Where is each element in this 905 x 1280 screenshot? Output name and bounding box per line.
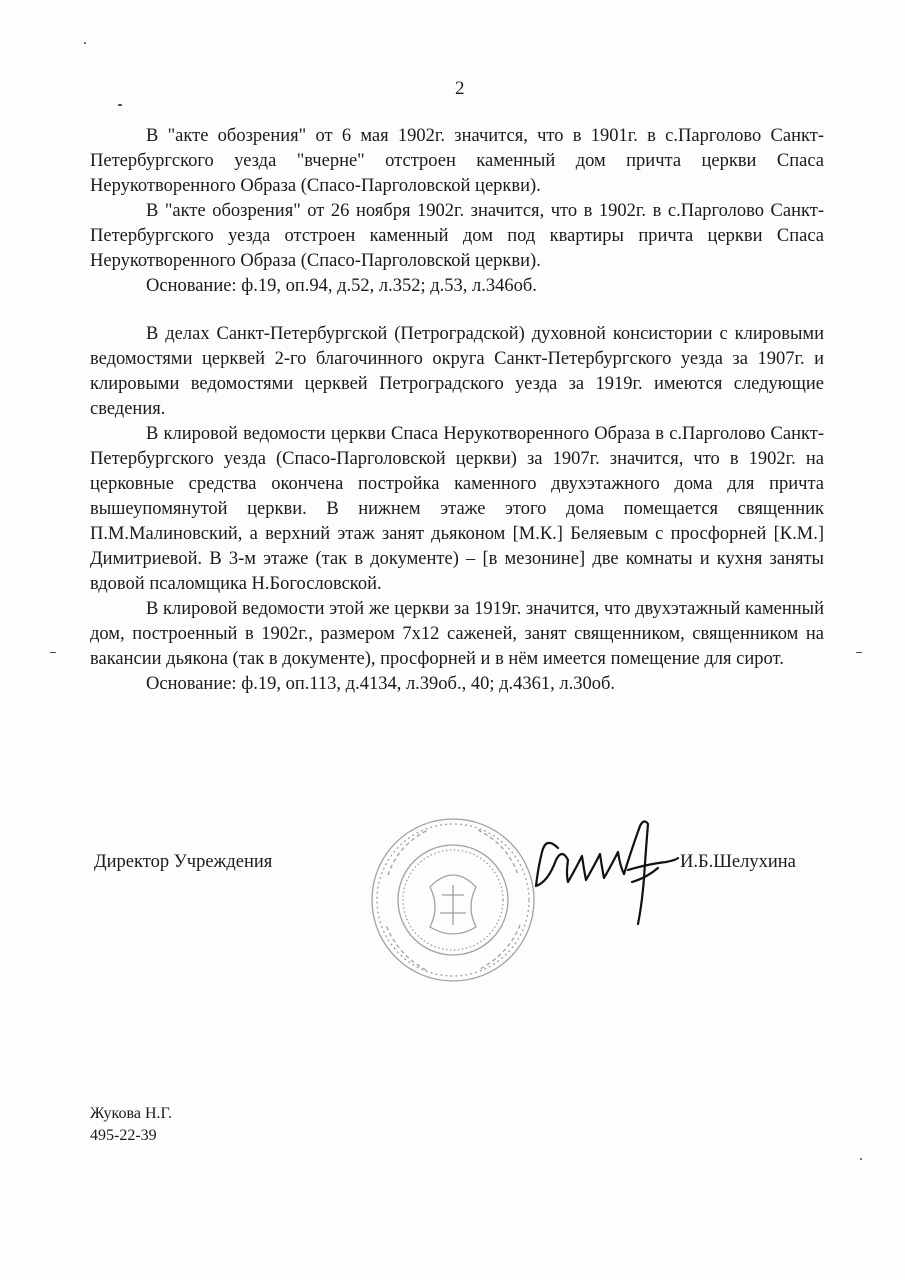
paragraph: В "акте обозрения" от 6 мая 1902г. значится, что в 1901г. в с.Парголово Санкт-Петербургского уезда "вчерне" отстроен каменный дом причта церкви Спаса Нерукотворенного Образа (Спасо-Парголовской церкви). bbox=[90, 126, 824, 196]
basis-reference: Основание: ф.19, оп.113, д.4134, л.39об., 40; д.4361, л.30об. bbox=[146, 674, 616, 694]
paragraph: В "акте обозрения" от 26 ноября 1902г. значится, что в 1902г. в с.Парголово Санкт-Петербургского уезда отстроен каменный дом под квартиры причта церкви Спаса Нерукотворенного Образа (Спасо-Парголовской церкви). bbox=[90, 201, 824, 271]
signature-line bbox=[90, 852, 824, 882]
page-number: 2 bbox=[455, 78, 465, 99]
scan-speck bbox=[50, 652, 56, 653]
scan-speck bbox=[860, 1158, 862, 1160]
executor-info bbox=[90, 1103, 172, 1147]
official-seal-stamp bbox=[368, 815, 538, 985]
basis-reference: Основание: ф.19, оп.94, д.52, л.352; д.53, л.346об. bbox=[146, 276, 537, 296]
scan-speck bbox=[856, 652, 862, 653]
executor-name: Жукова Н.Г. bbox=[90, 1105, 172, 1122]
signatory-name: И.Б.Шелухина bbox=[680, 852, 796, 872]
paragraph: В клировой ведомости этой же церкви за 1919г. значится, что двухэтажный каменный дом, построенный в 1902г., размером 7х12 саженей, занят священником, священником на вакансии дьякона (так в документе), просфорней и в нём имеется помещение для сирот. bbox=[90, 599, 824, 669]
scan-speck bbox=[84, 42, 86, 44]
executor-phone: 495-22-39 bbox=[90, 1127, 157, 1144]
text-block-consistory bbox=[90, 322, 824, 697]
text-block-acts bbox=[90, 124, 824, 299]
scan-speck bbox=[118, 104, 122, 106]
paragraph: В клировой ведомости церкви Спаса Нерукотворенного Образа в с.Парголово Санкт-Петербургского уезда (Спасо-Парголовской церкви) за 1907г. значится, что в 1902г. на церковные средства окончена постройка каменного двухэтажного дома для причта вышеупомянутой церкви. В нижнем этаже этого дома помещается священник П.М.Малиновский, а верхний этаж занят дьяконом [М.К.] Беляевым с просфорней [К.М.] Димитриевой. В 3-м этаже (так в документе) – [в мезонине] две комнаты и кухня заняты вдовой псаломщика Н.Богословской. bbox=[90, 424, 824, 594]
signatory-title: Директор Учреждения bbox=[94, 852, 273, 872]
paragraph: В делах Санкт-Петербургской (Петроградской) духовной консистории с клировыми ведомостями церквей 2-го благочинного округа Санкт-Петербургского уезда за 1907г. и клировыми ведомостями церквей Петроградского уезда за 1919г. имеются следующие сведения. bbox=[90, 324, 824, 419]
